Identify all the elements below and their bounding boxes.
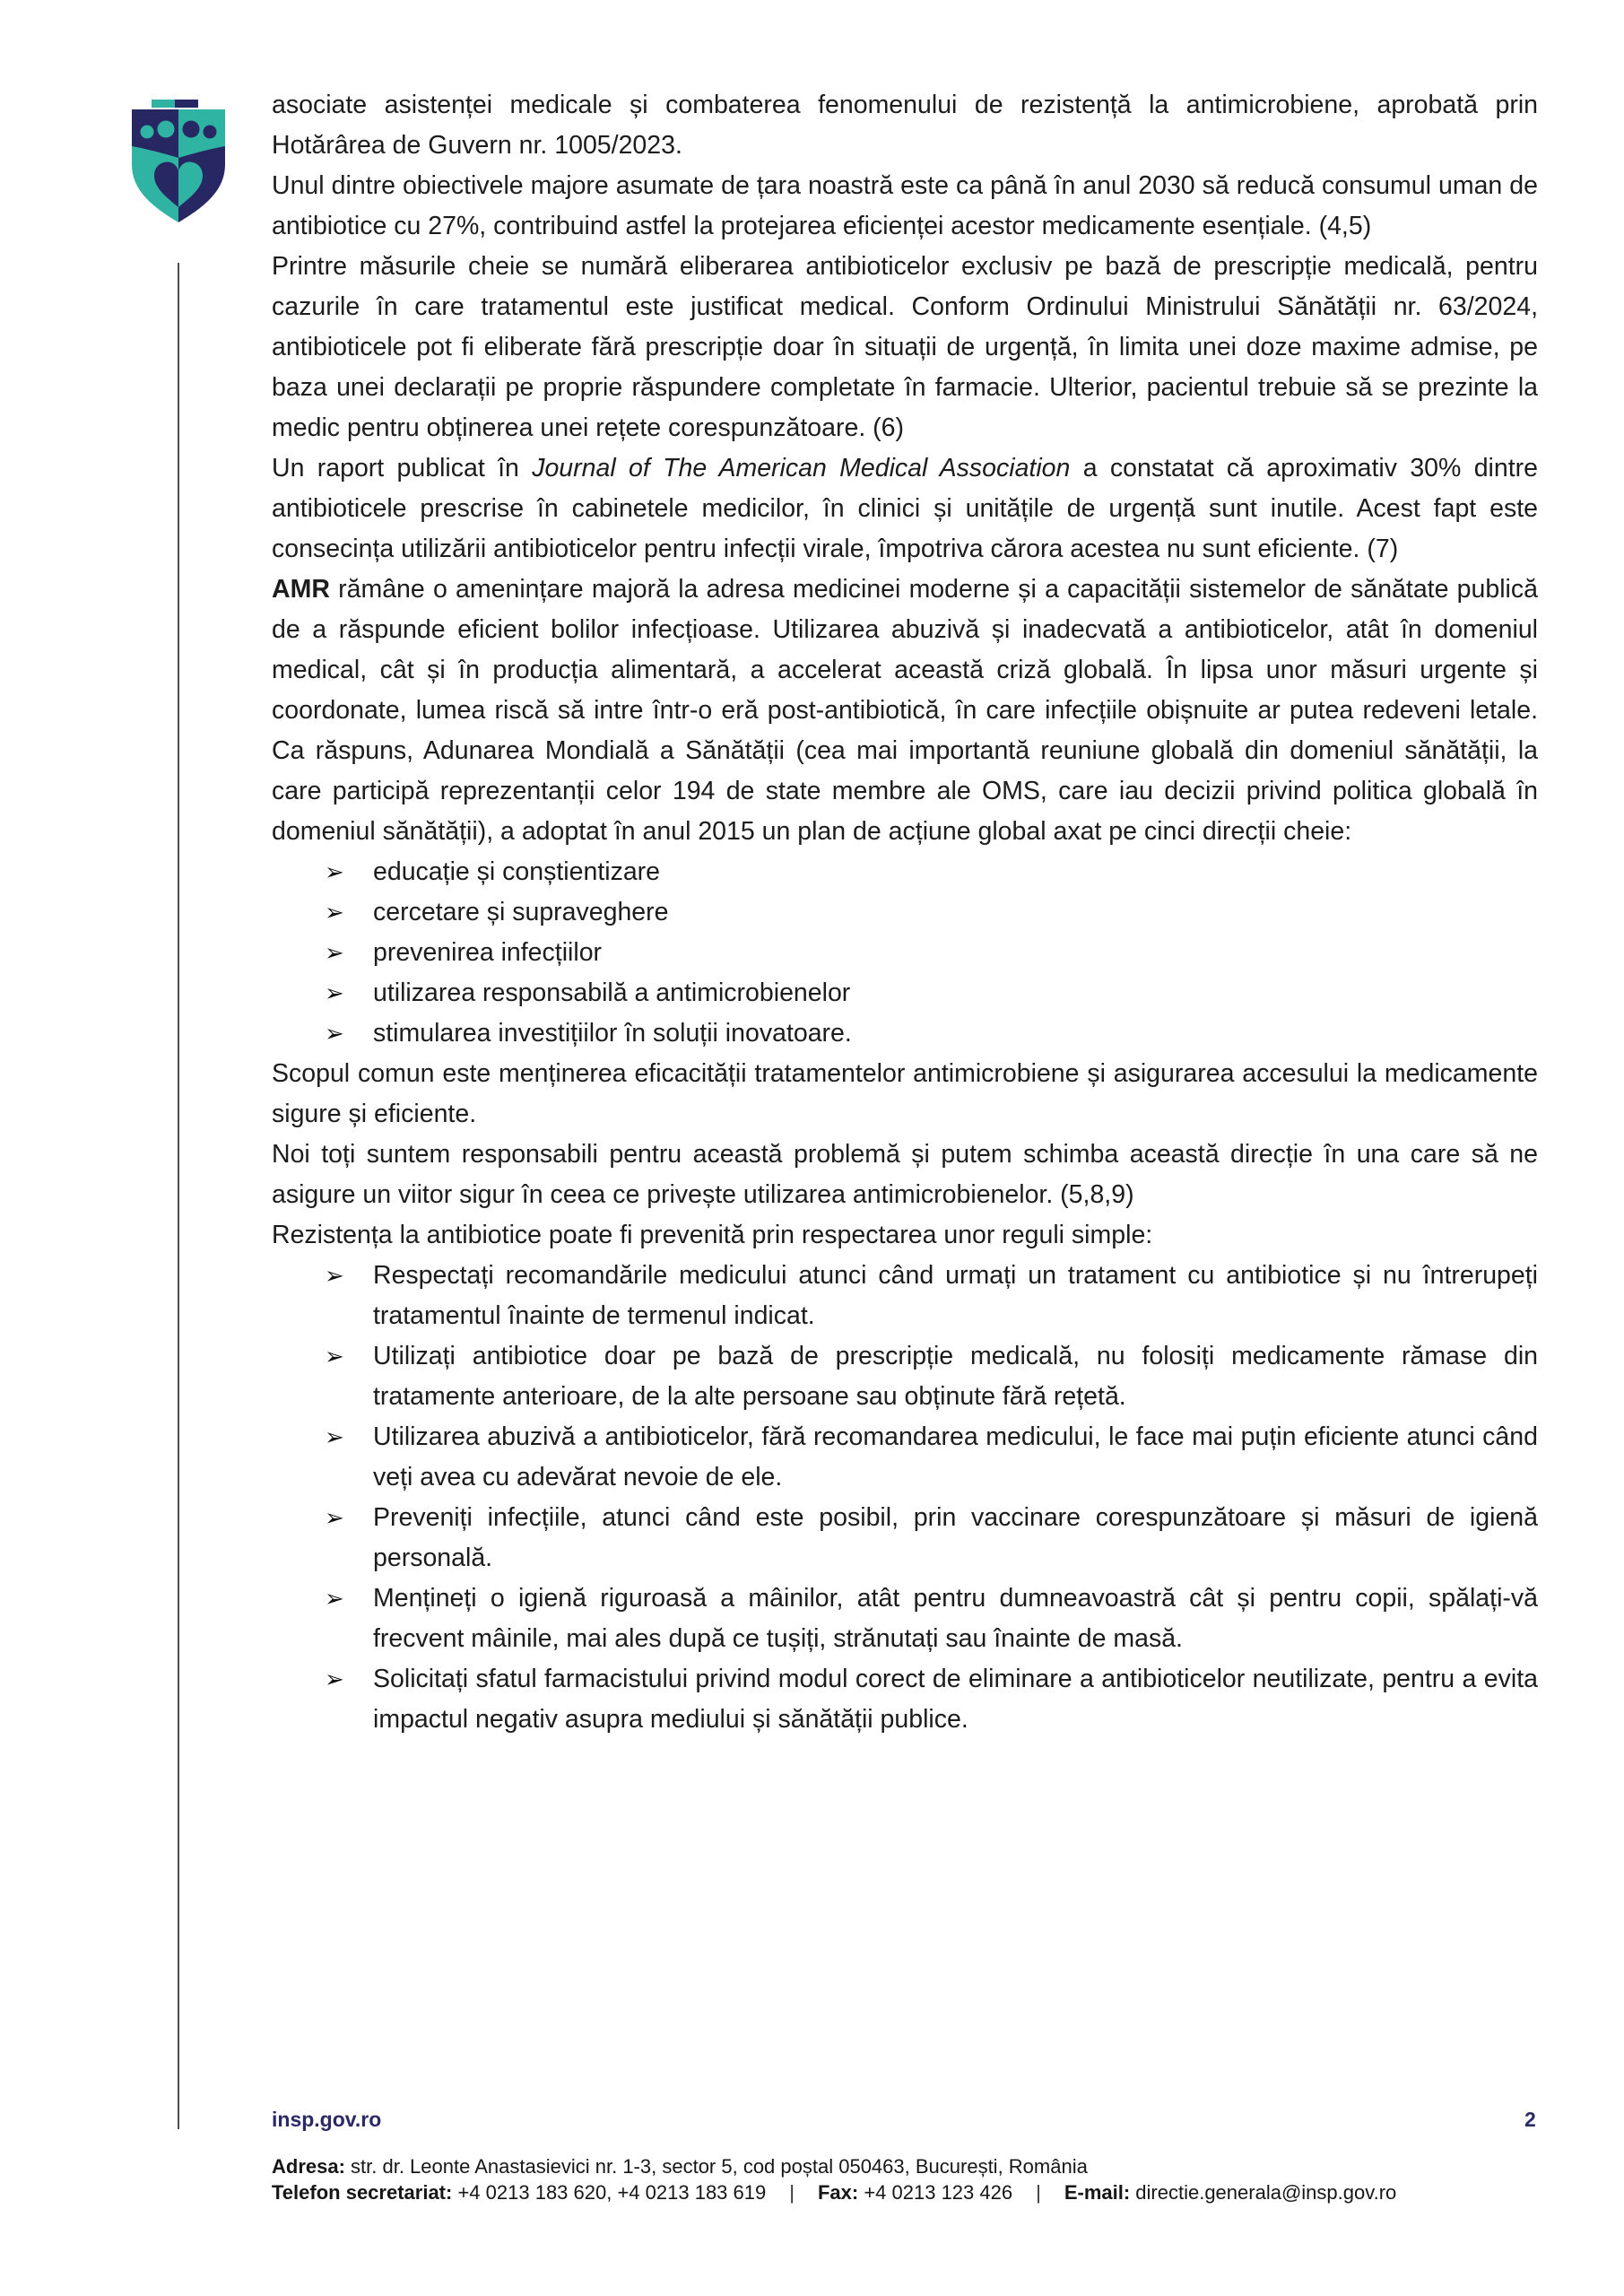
fax-label: Fax:: [817, 2181, 859, 2204]
list-item-text: stimularea investițiilor în soluții inovatoare.: [373, 1019, 852, 1048]
arrow-bullet-icon: ➢: [325, 1423, 344, 1450]
paragraph-jama-report: [272, 448, 1538, 570]
arrow-bullet-icon: ➢: [325, 1262, 344, 1289]
paragraph-responsibility: Noi toți suntem responsabili pentru această problemă și putem schimba această direcție în una care să ne asigure un viitor sigur în ceea ce privește utilizarea antimicrobienelor. (5,8,9): [272, 1140, 1538, 1209]
phone-label: Telefon secretariat:: [272, 2181, 453, 2204]
list-item: [272, 1013, 1538, 1054]
separator-bar: |: [1036, 2181, 1041, 2204]
list-item-text: prevenirea infecțiilor: [373, 938, 603, 967]
amr-abbreviation-bold: AMR: [272, 575, 330, 604]
list-item: [272, 1417, 1538, 1498]
journal-name-italic: Journal of The American Medical Association: [532, 454, 1071, 483]
list-item-text: Mențineți o igienă riguroasă a mâinilor, atât pentru dumneavoastră cât și pentru copii, spălați-vă frecvent mâinile, mai ales după ce tușiți, strănutați sau înainte de masă.: [373, 1584, 1538, 1653]
page-number: 2: [1524, 2108, 1536, 2131]
arrow-bullet-icon: ➢: [325, 979, 344, 1006]
paragraph-rules-intro: Rezistența la antibiotice poate fi prevenită prin respectarea unor reguli simple:: [272, 1221, 1153, 1249]
amr-text: rămâne o amenințare majoră la adresa medicinei moderne și a capacității sistemelor de sănătate publică de a răspunde eficient bolilor infecțioase. Utilizarea abuzivă și inadecvată a antibioticelor, atât în domeniul medical, cât și în producția alimentară, a accelerat această criză globală. În lipsa unor măsuri urgente și coordonate, lumea riscă să intre într-o eră post-antibiotică, în care infecțiile obișnuite ar putea redeveni letale. Ca răspuns, Adunarea Mondială a Sănătății (cea mai importantă reuniune globală din domeniul sănătății, la care participă reprezentanții celor 194 de state membre ale OMS, care iau decizii privind politica globală în domeniul sănătății), a adoptat în anul 2015 un plan de acțiune global axat pe cinci direcții cheie:: [272, 575, 1538, 846]
paragraph-amr: [272, 570, 1538, 852]
logo-dot: [158, 121, 175, 138]
arrow-bullet-icon: ➢: [325, 939, 344, 966]
bullet-list-action-plan: [272, 852, 1538, 1054]
logo-dot: [204, 126, 217, 139]
report-text-end: a constatat că aproximativ 30% dintre antibioticele prescrise în cabinetele medicilor, în clinici și unitățile de urgență sunt inutile. Acest fapt este consecința utilizării antibioticelor pentru infecții virale, împotriva cărora acestea nu sunt eficiente. (7): [272, 454, 1538, 563]
paragraph-common-goal: Scopul comun este menținerea eficacității tratamentelor antimicrobiene și asigurarea accesului la medicamente sigure și eficiente.: [272, 1059, 1538, 1128]
logo-banner-right: [175, 100, 198, 108]
list-item-text: Respectați recomandările medicului atunci când urmați un tratament cu antibiotice și nu întrerupeți tratamentul înainte de termenul indicat.: [373, 1261, 1538, 1330]
document-body: [272, 85, 1538, 1740]
arrow-bullet-icon: ➢: [325, 1020, 344, 1047]
email-label: E-mail:: [1064, 2181, 1131, 2204]
list-item: [272, 892, 1538, 933]
list-item-text: cercetare și supraveghere: [373, 898, 669, 926]
list-item: [272, 933, 1538, 973]
list-item-text: educație și conștientizare: [373, 857, 661, 886]
arrow-bullet-icon: ➢: [325, 1665, 344, 1692]
list-item-text: Utilizarea abuzivă a antibioticelor, fără recomandarea medicului, le face mai puțin eficiente atunci când veți avea cu adevărat nevoie de ele.: [373, 1422, 1538, 1492]
list-item: [272, 1578, 1538, 1659]
list-item: [272, 973, 1538, 1013]
arrow-bullet-icon: ➢: [325, 1504, 344, 1531]
list-item-text: utilizarea responsabilă a antimicrobienelor: [373, 978, 851, 1007]
paragraph-continued: asociate asistenței medicale și combaterea fenomenului de rezistență la antimicrobiene, aprobată prin Hotărârea de Guvern nr. 1005/2023.: [272, 91, 1538, 160]
list-item-text: Preveniți infecțiile, atunci când este posibil, prin vaccinare corespunzătoare și măsuri de igienă personală.: [373, 1503, 1538, 1572]
fax-value: +4 0213 123 426: [858, 2181, 1013, 2204]
list-item: [272, 1336, 1538, 1417]
footer-address-line: [272, 2153, 1538, 2179]
list-item-text: Utilizați antibiotice doar pe bază de prescripție medicală, nu folosiți medicamente rămase din tratamente anterioare, de la alte persoane sau obținute fără rețetă.: [373, 1342, 1538, 1411]
list-item: [272, 1659, 1538, 1740]
address-label: Adresa:: [272, 2155, 345, 2178]
arrow-bullet-icon: ➢: [325, 899, 344, 926]
logo-banner-left: [152, 100, 175, 108]
insp-logo: [132, 100, 226, 223]
arrow-bullet-icon: ➢: [325, 858, 344, 885]
paragraph-objective-2030: Unul dintre obiectivele majore asumate de țara noastră este ca până în anul 2030 să reducă consumul uman de antibiotice cu 27%, contribuind astfel la protejarea eficienței acestor medicamente esențiale. (4,5): [272, 171, 1538, 240]
email-value: directie.generala@insp.gov.ro: [1130, 2181, 1397, 2204]
logo-dot: [183, 121, 200, 138]
arrow-bullet-icon: ➢: [325, 1343, 344, 1370]
left-margin-rule: [178, 263, 179, 2129]
report-text-start: Un raport publicat în: [272, 454, 533, 483]
bullet-list-prevention-rules: [272, 1256, 1538, 1740]
footer-site-url: insp.gov.ro: [272, 2108, 382, 2131]
list-item: [272, 1256, 1538, 1336]
separator-bar: |: [789, 2181, 795, 2204]
footer-phone-line: [272, 2179, 1538, 2205]
list-item: [272, 852, 1538, 892]
footer-contact-block: [272, 2153, 1538, 2205]
list-item: [272, 1498, 1538, 1578]
arrow-bullet-icon: ➢: [325, 1585, 344, 1612]
phone-value: +4 0213 183 620, +4 0213 183 619: [452, 2181, 767, 2204]
logo-dot: [141, 126, 154, 139]
paragraph-prescription-rules: Printre măsurile cheie se numără eliberarea antibioticelor exclusiv pe bază de prescripție medicală, pentru cazurile în care tratamentul este justificat medical. Conform Ordinului Ministrului Sănătății nr. 63/2024, antibioticele pot fi eliberate fără prescripție doar în situații de urgență, în limita unei doze maxime admise, pe baza unei declarații pe proprie răspundere completate în farmacie. Ulterior, pacientul trebuie să se prezinte la medic pentru obținerea unei rețete corespunzătoare. (6): [272, 252, 1538, 442]
insp-shield-icon: [132, 100, 226, 223]
list-item-text: Solicitați sfatul farmacistului privind modul corect de eliminare a antibioticelor neutilizate, pentru a evita impactul negativ asupra mediului și sănătății publice.: [373, 1665, 1538, 1734]
address-value: str. dr. Leonte Anastasievici nr. 1-3, sector 5, cod poștal 050463, București, România: [344, 2155, 1088, 2178]
